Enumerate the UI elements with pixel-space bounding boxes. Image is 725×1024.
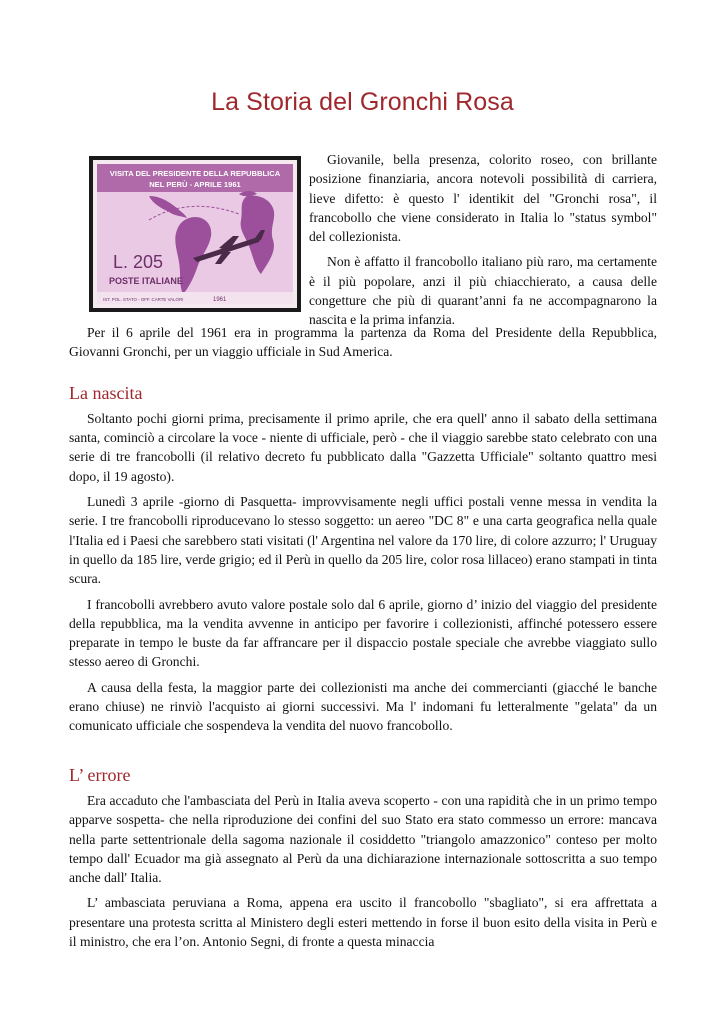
stamp-top-text-1: VISITA DEL PRESIDENTE DELLA REPUBBLICA xyxy=(109,169,281,178)
intro-column xyxy=(309,150,657,336)
main-column xyxy=(69,323,657,957)
stamp-value: L. 205 xyxy=(113,252,164,272)
paragraph: I francobolli avrebbero avuto valore postale solo dal 6 aprile, giorno d’ inizio del viaggio del presidente della repubblica, ma la vendita avvenne in anticipo per favorire i collezionisti, affinché potessero essere preparate in tempo le buste da far affrancare per il dispaccio postale speciale che avrebbe viaggiato sullo stesso aereo di Gronchi. xyxy=(69,596,657,670)
stamp-printer: IST. POL. STATO - OFF. CARTE VALORI xyxy=(103,297,184,302)
section-heading-errore: L’ errore xyxy=(69,764,131,785)
intro-paragraph: Non è affatto il francobollo italiano più raro, ma certamente è il più popolare, anzi il più chiacchierato, a causa delle congetture che più di quarant’anni fa ne accompagnarono la nascita e la prima infanzia. xyxy=(309,254,657,328)
paragraph: A causa della festa, la maggior parte dei collezionisti ma anche dei commercianti (giacché le banche erano chiuse) ne rinviò l'acquisto ai giorni successivi. Ma l' indomani fu letteralmente "gelata" da un comunicato ufficiale che sospendeva la vendita del nuovo francobollo. xyxy=(69,679,657,734)
stamp-country: POSTE ITALIANE xyxy=(109,276,183,286)
intro-paragraph: Giovanile, bella presenza, colorito roseo, con brillante posizione finanziaria, ancora notevoli possibilità di carriera, lieve difetto: è questo l' identikit del "Gronchi rosa", il francobollo che viene considerato in Italia lo "status symbol" del collezionista. xyxy=(309,152,657,245)
paragraph: Era accaduto che l'ambasciata del Perù in Italia aveva scoperto - con una rapidità che in un primo tempo apparve sospetta- che nella riproduzione dei confini del suo Stato era stato commesso un errore: mancava nella parte settentrionale della sagoma nazionale il cosiddetto "triangolo amazzonico" conteso per molto tempo dall' Ecuador ma già assegnato al Perù da una dichiarazione internazionale sottoscritta a suo tempo anche dall' Italia. xyxy=(69,792,657,886)
paragraph: Soltanto pochi giorni prima, precisamente il primo aprile, che era quell' anno il sabato della settimana santa, cominciò a circolare la voce - niente di ufficiale, però - che il viaggio sarebbe stato celebrato con una serie di tre francobolli (il relativo decreto fu pubblicato dalla "Gazzetta Ufficiale" soltanto quattro mesi dopo, il 19 agosto). xyxy=(69,410,657,484)
stamp-image xyxy=(89,156,301,312)
section-heading-nascita: La nascita xyxy=(69,382,143,403)
stamp-top-text-2: NEL PERÙ - APRILE 1961 xyxy=(149,180,241,189)
paragraph: L’ ambasciata peruviana a Roma, appena era uscito il francobollo "sbagliato", si era affrettata a presentare una protesta scritta al Ministero degli esteri mettendo in forse il buon esito della visita in Perù e il ministro, che era l’on. Antonio Segni, di fronte a questa minaccia xyxy=(69,895,657,950)
stamp-year: 1961 xyxy=(213,297,227,303)
paragraph: Lunedì 3 aprile -giorno di Pasquetta- improvvisamente negli uffici postali venne messa in vendita la serie. I tre francobolli riproducevano lo stesso soggetto: un aereo "DC 8" e una carta geografica nella quale l'Italia ed i Paesi che sarebbero stati visitati (l' Argentina nel valore da 170 lire, di colore azzurro; l' Uruguay in quello da 185 lire, verde grigio; ed il Perù in quello da 205 lire, color rosa lillaceo) erano stampati in tinta scura. xyxy=(69,494,657,587)
page-title: La Storia del Gronchi Rosa xyxy=(211,88,514,116)
intro-full-paragraph: Per il 6 aprile del 1961 era in programma la partenza da Roma del Presidente della Repubblica, Giovanni Gronchi, per un viaggio ufficiale in Sud America. xyxy=(69,325,657,360)
